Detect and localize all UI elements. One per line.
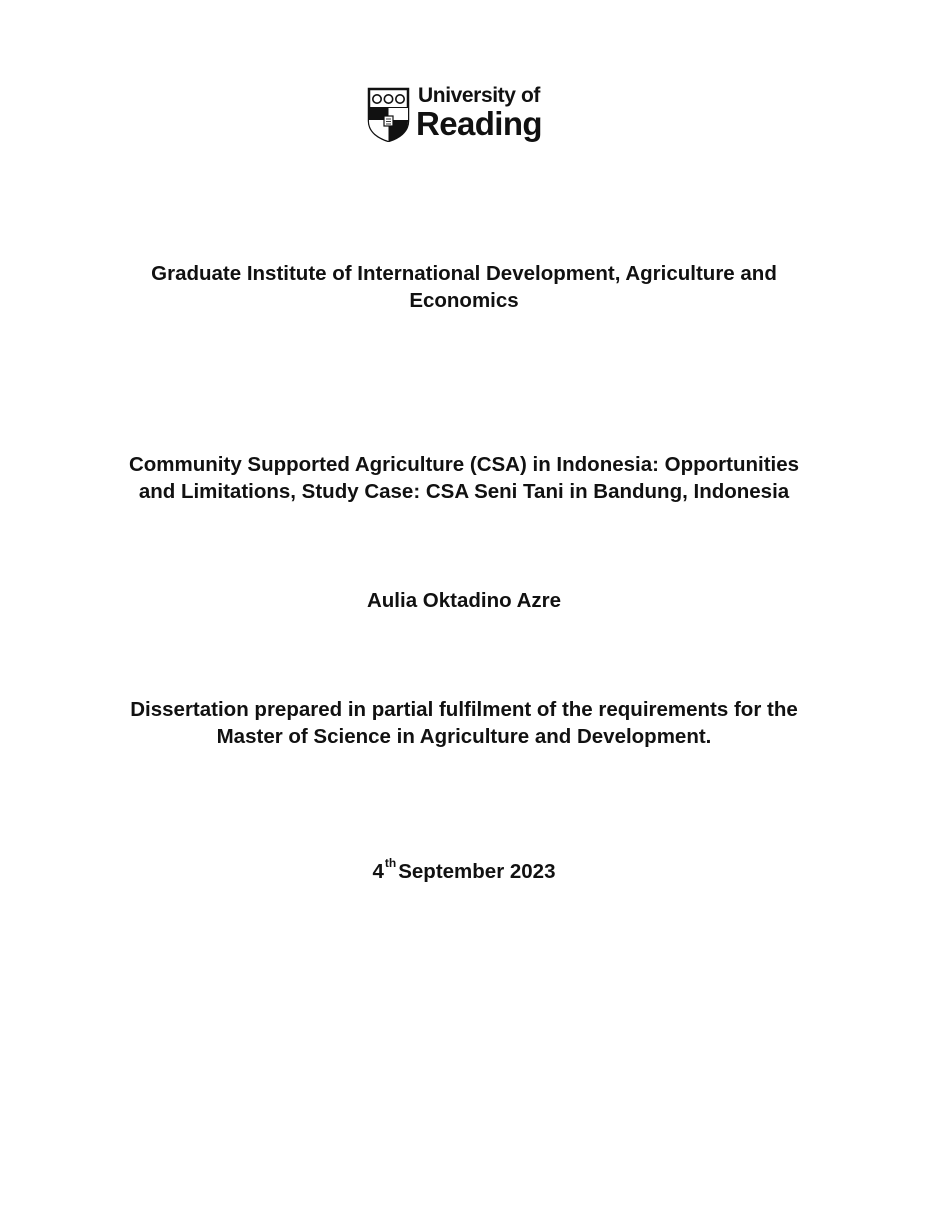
- author-name: Aulia Oktadino Azre: [366, 589, 562, 612]
- statement-line-2: Master of Science in Agriculture and Development.: [216, 725, 712, 748]
- date-day: 4: [372, 860, 384, 883]
- submission-date: [0, 858, 928, 885]
- title-line-1: Community Supported Agriculture (CSA) in Indonesia: Opportunities: [128, 453, 800, 476]
- institute-line-2: Economics: [409, 289, 519, 312]
- logo-reading-text: Reading: [416, 105, 542, 142]
- university-logo: [367, 84, 557, 148]
- logo-university-of-text: University of: [418, 84, 540, 107]
- institute-name: [0, 260, 928, 314]
- date-ordinal-suffix: th: [384, 856, 397, 871]
- statement-line-1: Dissertation prepared in partial fulfilment of the requirements for the: [130, 698, 798, 721]
- degree-statement: [0, 696, 928, 750]
- dissertation-title: [0, 451, 928, 505]
- date-month-year: September 2023: [398, 860, 556, 883]
- university-crest-icon: [367, 87, 410, 142]
- title-line-2: and Limitations, Study Case: CSA Seni Tani in Bandung, Indonesia: [138, 480, 790, 503]
- institute-line-1: Graduate Institute of International Development, Agriculture and: [151, 262, 777, 285]
